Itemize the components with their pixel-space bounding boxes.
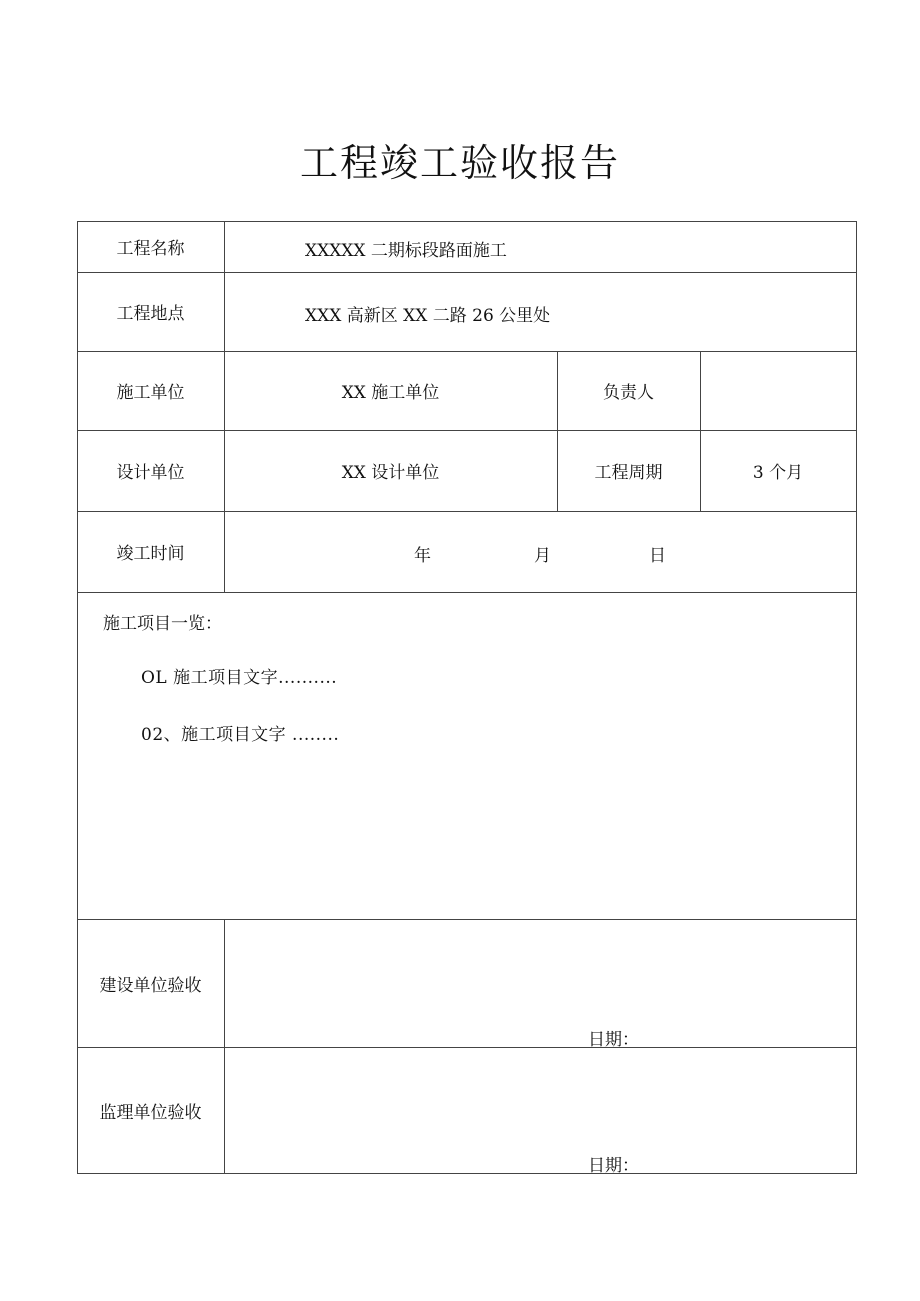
supervision-acceptance-date-label: 日期： — [588, 1156, 639, 1176]
supervision-acceptance-label: 监理单位验收 — [99, 1102, 202, 1123]
completion-year-unit: 年 — [414, 546, 431, 566]
project-name-label: 工程名称 — [116, 239, 185, 259]
person-in-charge-value — [700, 351, 856, 430]
construction-unit-label: 施工单位 — [116, 383, 185, 403]
column-divider — [224, 919, 225, 1174]
acceptance-form-table — [77, 221, 857, 1174]
project-period-value: 3 个月 — [752, 463, 804, 483]
client-acceptance-date-label: 日期： — [588, 1030, 639, 1050]
project-location-value: XXX 高新区 XX 二路 26 公里处 — [305, 306, 551, 326]
page-title: 工程竣工验收报告 — [299, 141, 620, 185]
table-border — [77, 1173, 857, 1174]
design-unit-label: 设计单位 — [116, 463, 185, 483]
project-period-label: 工程周期 — [594, 463, 663, 483]
design-unit-value: XX 设计单位 — [341, 463, 440, 483]
construction-unit-value: XX 施工单位 — [341, 383, 440, 403]
completion-day-unit: 日 — [649, 546, 666, 566]
client-acceptance-label: 建设单位验收 — [99, 975, 202, 996]
completion-time-label: 竣工时间 — [116, 544, 185, 564]
list-item: 02、施工项目文字 ........ — [141, 725, 340, 745]
project-location-label: 工程地点 — [116, 304, 185, 324]
person-in-charge-label: 负责人 — [603, 383, 654, 403]
row-divider — [77, 592, 857, 593]
completion-month-unit: 月 — [534, 546, 551, 566]
table-border — [856, 221, 857, 1174]
list-item: OL 施工项目文字.......... — [141, 668, 338, 688]
project-name-value: XXXXX 二期标段路面施工 — [305, 241, 507, 261]
items-heading: 施工项目一览： — [103, 614, 222, 634]
